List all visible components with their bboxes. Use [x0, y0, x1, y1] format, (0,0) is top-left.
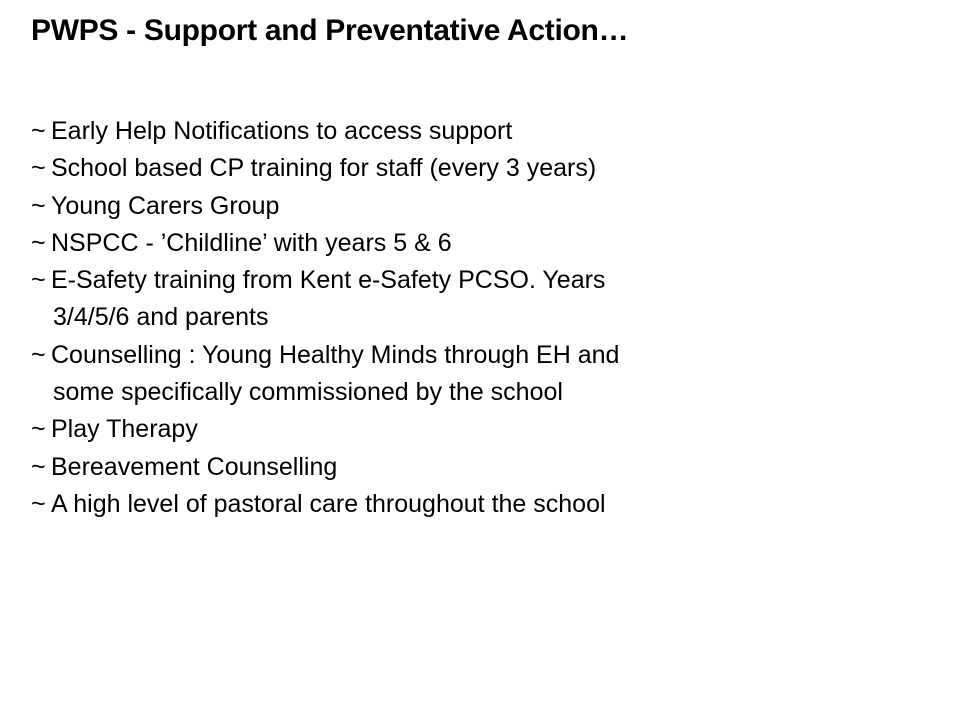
bullet-marker: ~ [31, 117, 46, 145]
item-text: School based CP training for staff (every 3 years) [51, 154, 597, 183]
bullet-marker: ~ [31, 489, 46, 518]
item-text: A high level of pastoral care throughout the school [51, 489, 606, 518]
slide-title: PWPS - Support and Preventative Action… [31, 14, 629, 47]
bullet-marker: ~ [31, 154, 46, 183]
item-text: Young Carers Group [51, 191, 280, 220]
item-text: Counselling : Young Healthy Minds through EH and [51, 340, 620, 369]
list-item [31, 113, 619, 150]
list-item [31, 449, 619, 486]
bullet-marker: ~ [31, 266, 46, 295]
bullet-marker: ~ [31, 228, 46, 257]
bullet-marker: ~ [31, 452, 46, 481]
item-text: NSPCC - ’Childline’ with years 5 & 6 [51, 228, 452, 257]
list-item [31, 411, 619, 448]
item-text: Bereavement Counselling [51, 452, 338, 481]
list-item [31, 486, 619, 523]
list-item [31, 188, 619, 225]
item-text: Play Therapy [51, 415, 198, 444]
item-text-continued: some specifically commissioned by the school [53, 378, 563, 407]
list-item [31, 337, 619, 412]
list-item [31, 225, 619, 262]
item-text-continued: 3/4/5/6 and parents [53, 303, 269, 332]
list-item [31, 262, 619, 337]
bullet-marker: ~ [31, 191, 46, 220]
bullet-marker: ~ [31, 340, 46, 369]
item-text: Early Help Notifications to access support [51, 117, 513, 145]
bullet-marker: ~ [31, 415, 46, 444]
support-list [31, 113, 619, 523]
item-text: E-Safety training from Kent e-Safety PCSO. Years [51, 266, 606, 295]
list-item [31, 150, 619, 187]
